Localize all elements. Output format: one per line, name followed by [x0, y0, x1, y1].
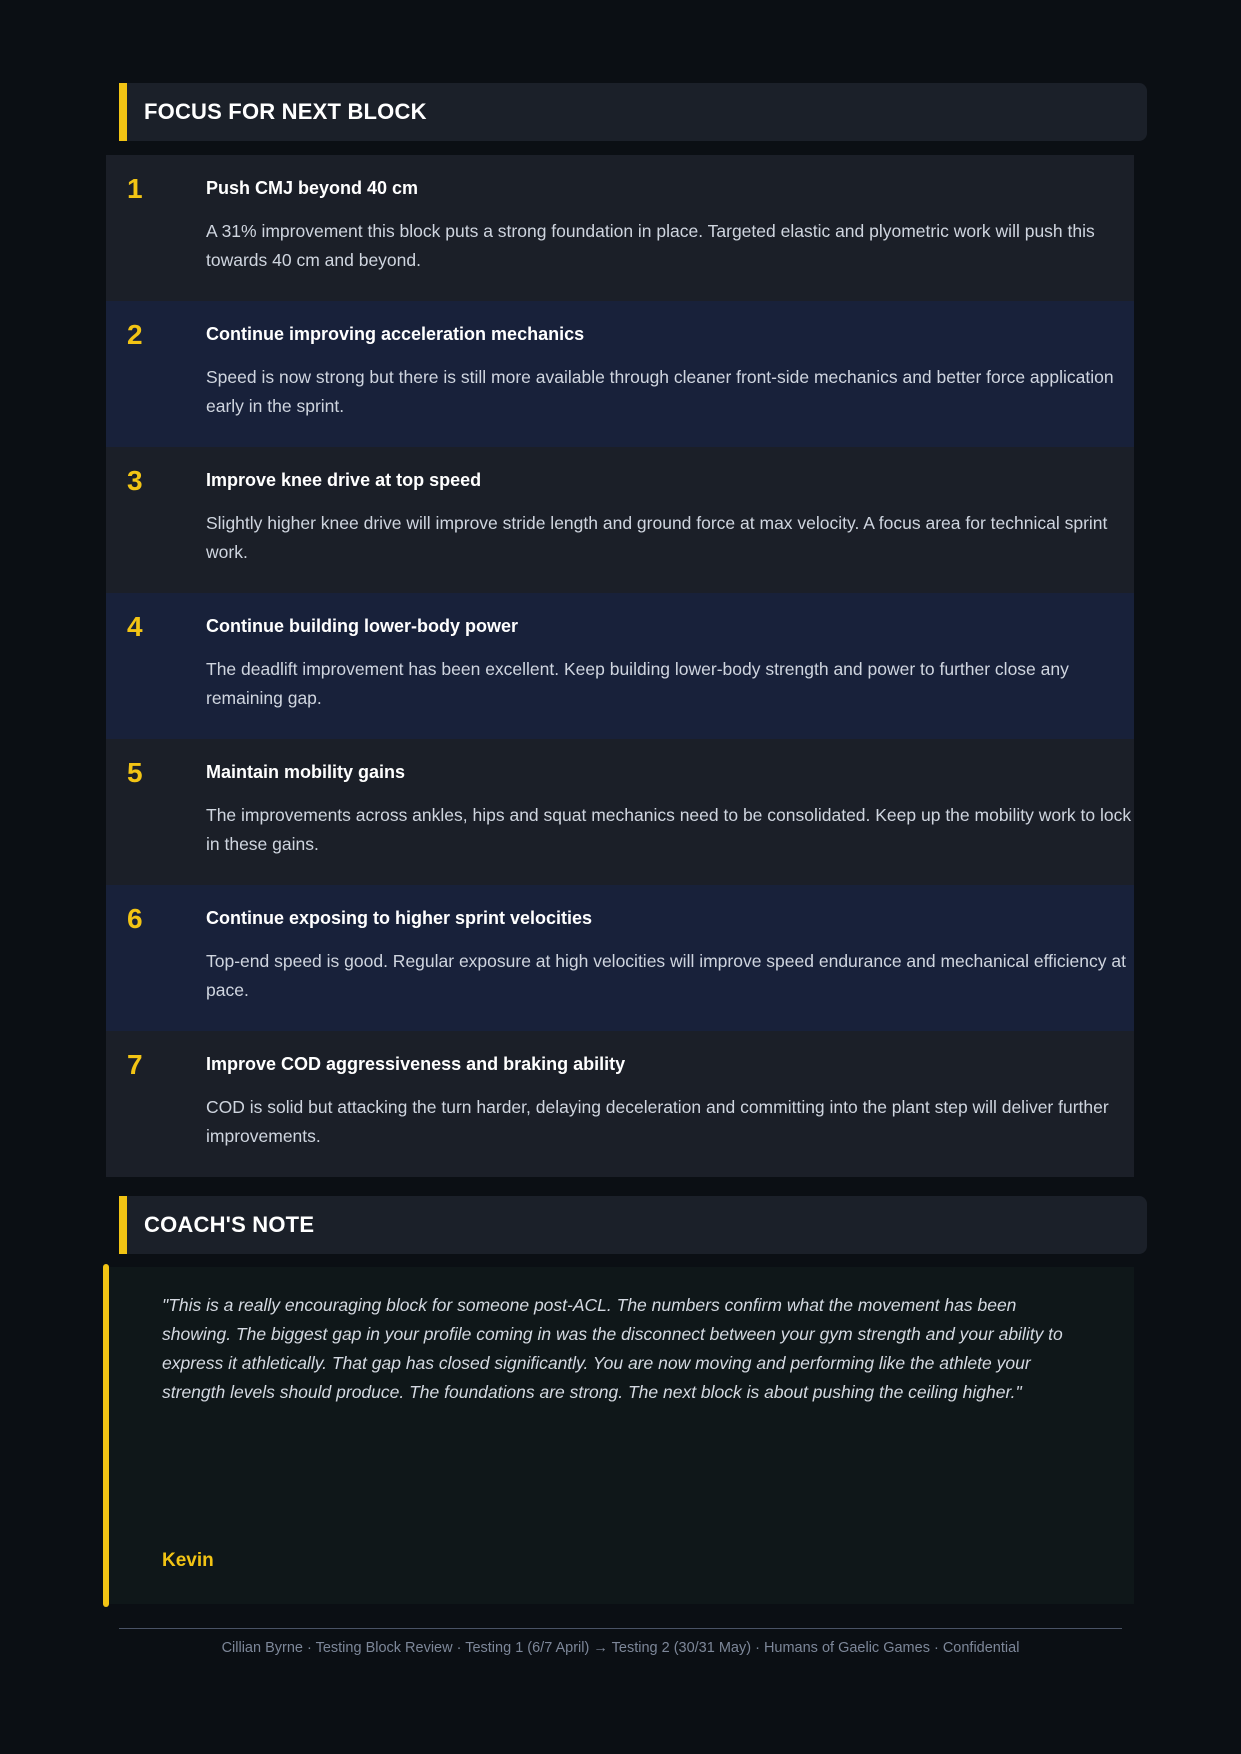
focus-item: [106, 447, 1134, 593]
coach-note-quote: "This is a really encouraging block for someone post-ACL. The numbers confirm what the movement has been showing. The biggest gap in your profile coming in was the disconnect between your gym strength and your ability to express it athletically. That gap has closed significantly. You are now moving and performing like the athlete your strength levels should produce. The foundations are strong. The next block is about pushing the ceiling higher.": [162, 1295, 1063, 1402]
focus-item-description: A 31% improvement this block puts a strong foundation in place. Targeted elastic and plyometric work will push this towards 40 cm and beyond.: [206, 221, 1095, 270]
focus-item-title: Push CMJ beyond 40 cm: [206, 178, 419, 198]
focus-item: [106, 593, 1134, 739]
focus-list: [106, 155, 1134, 1177]
focus-item: [106, 885, 1134, 1031]
focus-item-title: Maintain mobility gains: [206, 762, 406, 782]
focus-item-title: Continue exposing to higher sprint velocities: [206, 908, 593, 928]
focus-item: [106, 301, 1134, 447]
coach-section-header: [119, 1196, 1147, 1254]
coach-note-accent-bar: [103, 1264, 109, 1607]
focus-item-number: 1: [127, 173, 143, 204]
focus-item: [106, 1031, 1134, 1177]
footer-divider: [119, 1628, 1122, 1629]
footer-text: Cillian Byrne · Testing Block Review · Testing 1 (6/7 April) → Testing 2 (30/31 May) · Humans of Gaelic Games · Confidential: [221, 1640, 1020, 1656]
header-accent-bar: [119, 1196, 127, 1254]
focus-item-description: COD is solid but attacking the turn harder, delaying deceleration and committing into the plant step will deliver further improvements.: [206, 1097, 1109, 1146]
focus-item: [106, 155, 1134, 301]
focus-item-number: 4: [127, 611, 143, 642]
focus-item-description: Slightly higher knee drive will improve stride length and ground force at max velocity. A focus area for technical sprint work.: [206, 513, 1108, 562]
focus-item-number: 7: [127, 1049, 143, 1080]
focus-section-header: [119, 83, 1147, 141]
focus-item: [106, 739, 1134, 885]
header-accent-bar: [119, 83, 127, 141]
coach-section-title: COACH'S NOTE: [144, 1212, 315, 1237]
focus-item-number: 3: [127, 465, 143, 496]
coach-note-card: [106, 1267, 1134, 1604]
focus-item-title: Continue improving acceleration mechanics: [206, 324, 585, 344]
focus-item-title: Improve knee drive at top speed: [206, 470, 482, 490]
focus-item-description: Speed is now strong but there is still more available through cleaner front-side mechanics and better force application early in the sprint.: [206, 367, 1114, 416]
focus-item-description: The deadlift improvement has been excellent. Keep building lower-body strength and power to further close any remaining gap.: [206, 659, 1069, 708]
focus-item-description: Top-end speed is good. Regular exposure at high velocities will improve speed endurance and mechanical efficiency at pace.: [206, 951, 1126, 1000]
focus-item-number: 2: [127, 319, 143, 350]
focus-section-title: FOCUS FOR NEXT BLOCK: [144, 99, 427, 124]
coach-signature: Kevin: [162, 1550, 214, 1571]
focus-item-title: Improve COD aggressiveness and braking ability: [206, 1054, 626, 1074]
focus-item-number: 5: [127, 757, 143, 788]
focus-item-number: 6: [127, 903, 143, 934]
focus-item-title: Continue building lower-body power: [206, 616, 518, 636]
focus-item-description: The improvements across ankles, hips and squat mechanics need to be consolidated. Keep up the mobility work to lock in these gains.: [206, 805, 1132, 854]
